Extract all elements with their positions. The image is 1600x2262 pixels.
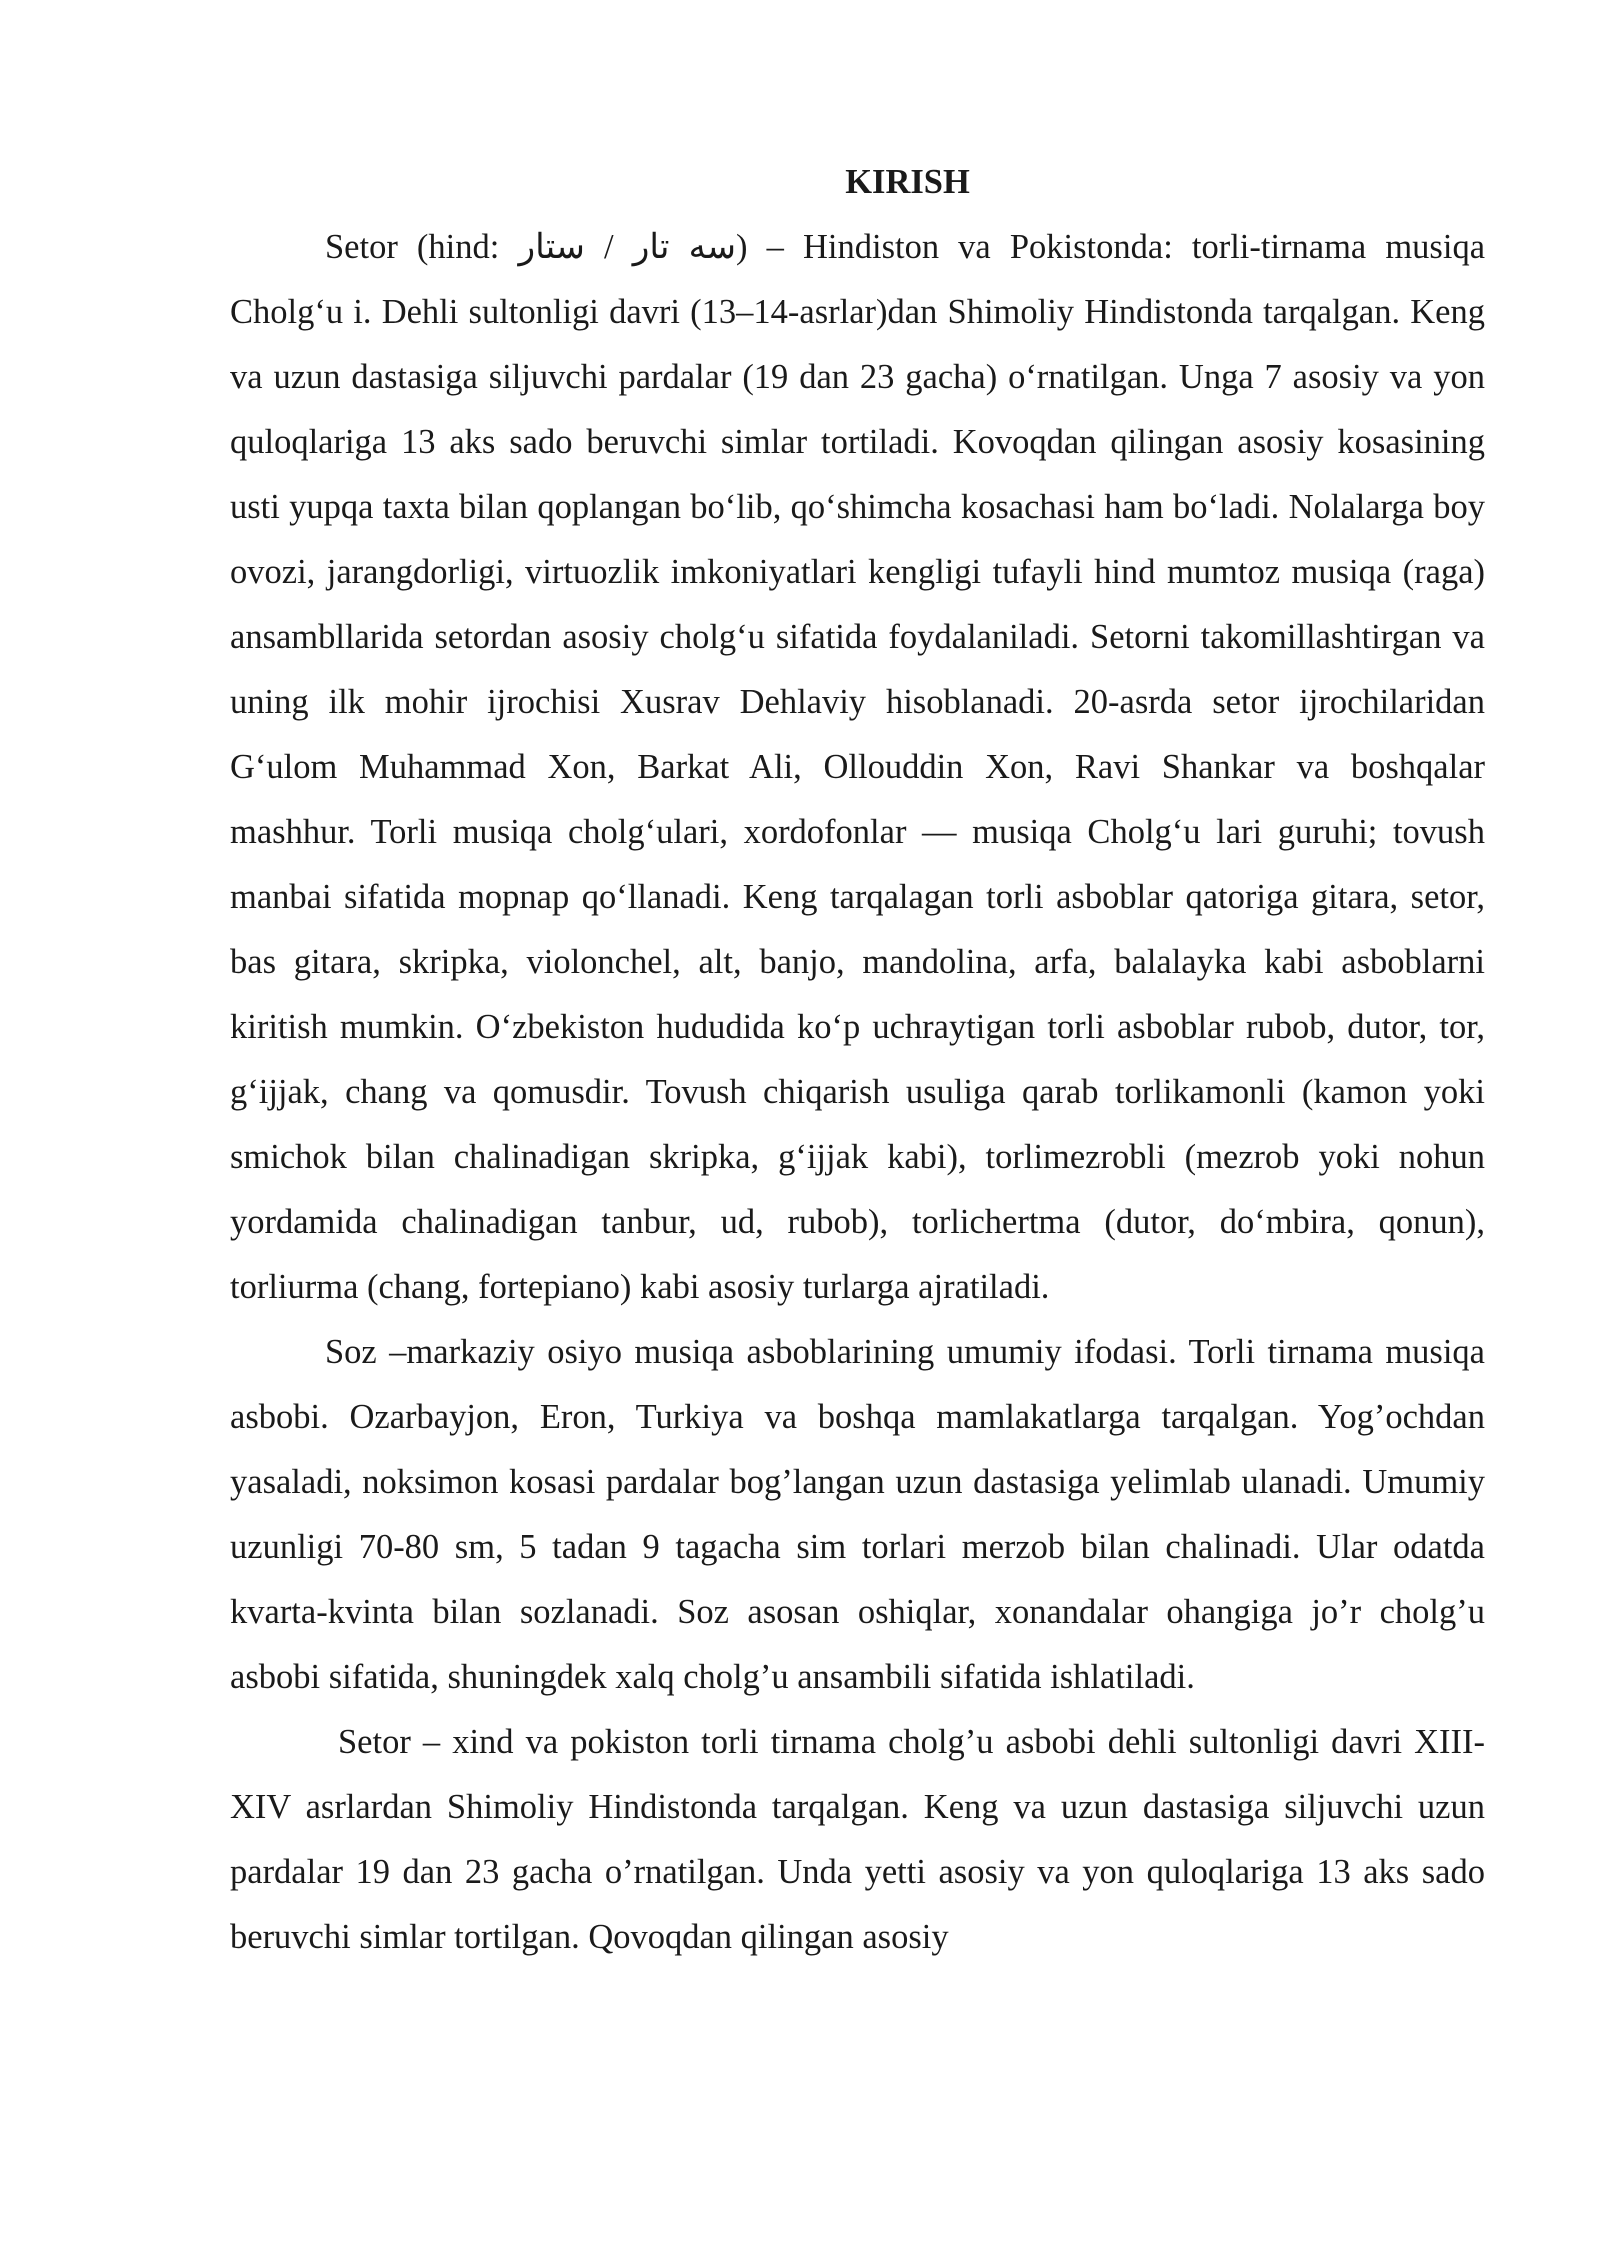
paragraph-soz: Soz –markaziy osiyo musiqa asboblarining umumiy ifodasi. Torli tirnama musiqa asbobi. Ozarbayjon, Eron, Turkiya va boshqa mamlakatlarga tarqalgan. Yog’ochdan yasaladi, noksimon kosasi pardalar bog’langan uzun dastasiga yelimlab ulanadi. Umumiy uzunligi 70-80 sm, 5 tadan 9 tagacha sim torlari merzob bilan chalinadi. Ular odatda kvarta-kvinta bilan sozlanadi. Soz asosan oshiqlar, xonandalar ohangiga jo’r cholg’u asbobi sifatida, shuningdek xalq cholg’u ansambili sifatida ishlatiladi. — [230, 1333, 1485, 1696]
paragraph-setor-intro: Setor (hind: سه تار / ستار) – Hindiston va Pokistonda: torli-tirnama musiqa Cholg‘u i. Dehli sultonligi davri (13–14-asrlar)dan Shimoliy Hindistonda tarqalgan. Keng va uzun dastasiga siljuvchi pardalar (19 dan 23 gacha) o‘rnatilgan. Unga 7 asosiy va yon quloqlariga 13 aks sado beruvchi simlar tortiladi. Kovoqdan qilingan asosiy kosasining usti yupqa taxta bilan qoplangan bo‘lib, qo‘shimcha kosachasi ham bo‘ladi. Nolalarga boy ovozi, jarangdorligi, virtuozlik imkoniyatlari kengligi tufayli hind mumtoz musiqa (raga) ansambllarida setordan asosiy cholg‘u sifatida foydalaniladi. Setorni takomillashtirgan va uning ilk mohir ijrochisi Xusrav Dehlaviy hisoblanadi. 20-asrda setor ijrochilaridan G‘ulom Muhammad Xon, Barkat Ali, Ollouddin Xon, Ravi Shankar va boshqalar mashhur. Torli musiqa cholg‘ulari, xordofonlar — musiqa Cholg‘u lari guruhi; tovush manbai sifatida mopnap qo‘llanadi. Keng tarqalagan torli asboblar qatoriga gitara, setor, bas gitara, skripka, violonchel, alt, banjo, mandolina, arfa, balalayka kabi asboblarni kiritish mumkin. O‘zbekiston hududida ko‘p uchraytigan torli asboblar rubob, dutor, tor, g‘ijjak, chang va qomusdir. Tovush chiqarish usuliga qarab torlikamonli (kamon yoki smichok bilan chalinadigan skripka, g‘ijjak kabi), torlimezrobli (mezrob yoki nohun yordamida chalinadigan tanbur, ud, rubob), torlichertma (dutor, do‘mbira, qonun), torliurma (chang, fortepiano) kabi asosiy turlarga ajratiladi. — [230, 228, 1486, 1306]
document-body — [230, 150, 1485, 1970]
page-title: KIRISH — [845, 163, 970, 201]
paragraph-setor-history: Setor – xind va pokiston torli tirnama cholg’u asbobi dehli sultonligi davri XIII-XIV asrlardan Shimoliy Hindistonda tarqalgan. Keng va uzun dastasiga siljuvchi uzun pardalar 19 dan 23 gacha o’rnatilgan. Unda yetti asosiy va yon quloqlariga 13 aks sado beruvchi simlar tortilgan. Qovoqdan qilingan asosiy — [230, 1723, 1485, 1956]
